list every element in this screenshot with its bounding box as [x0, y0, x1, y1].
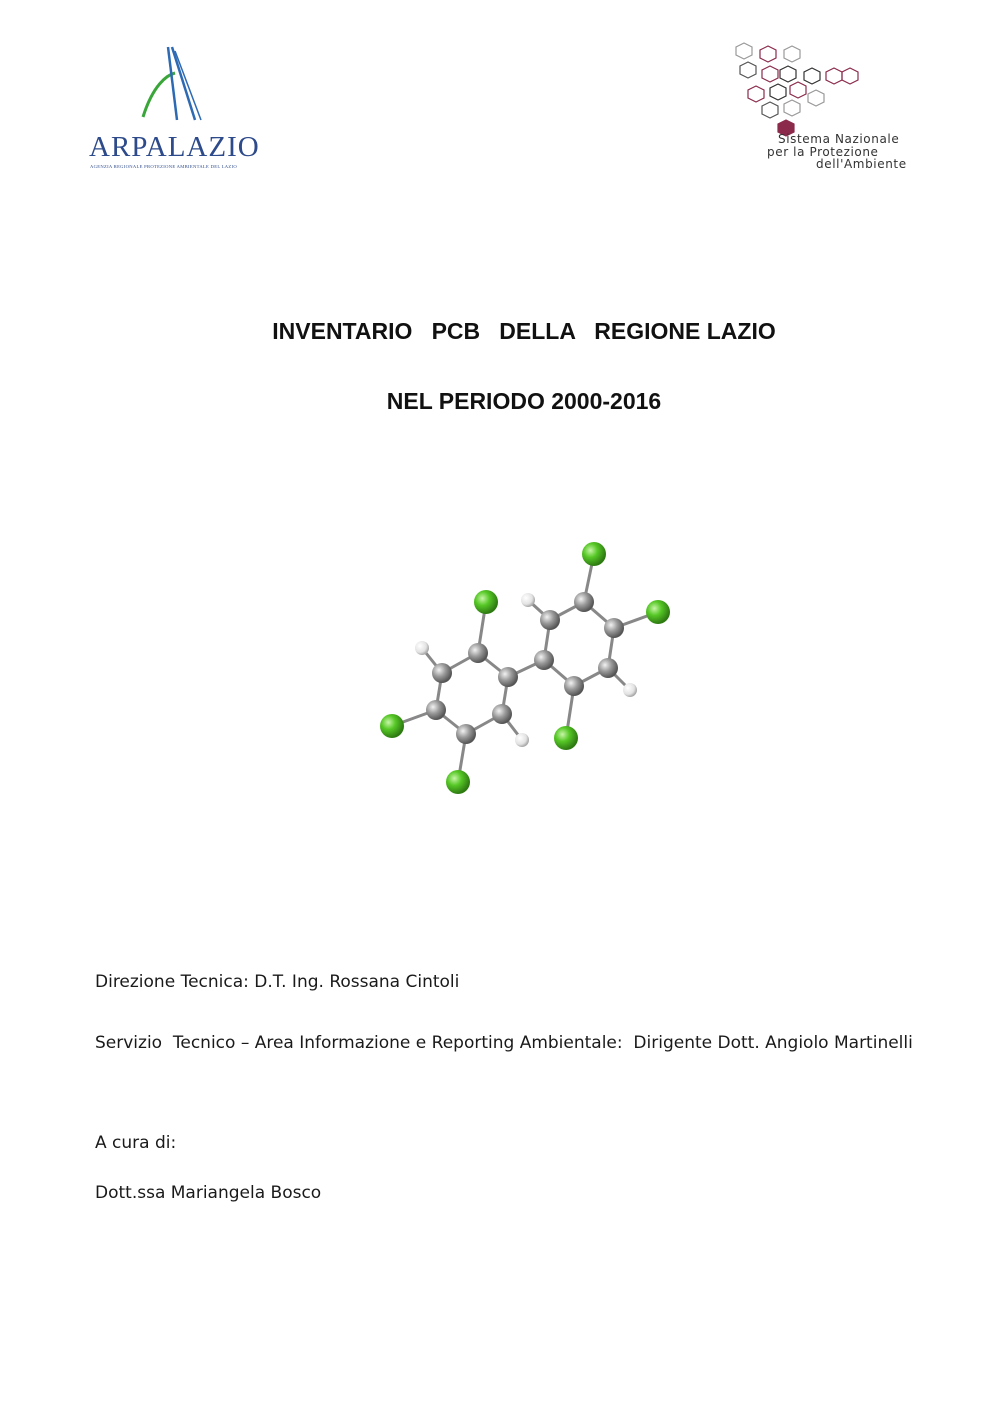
author-name: Dott.ssa Mariangela Bosco — [95, 1183, 322, 1203]
document-subtitle: NEL PERIODO 2000-2016 — [386, 388, 662, 414]
snpa-line-3: dell'Ambiente — [816, 157, 907, 171]
snpa-logo — [730, 38, 960, 178]
pcb-molecule-icon — [370, 530, 680, 820]
technical-direction: Direzione Tecnica: D.T. Ing. Rossana Cintoli — [95, 972, 460, 992]
arpa-subtitle: AGENZIA REGIONALE PROTEZIONE AMBIENTALE DEL LAZIO — [90, 164, 237, 169]
arpa-mountain-icon — [135, 45, 215, 125]
edited-by-label: A cura di: — [95, 1133, 177, 1153]
arpa-name: ARPALAZIO — [89, 131, 260, 163]
arpa-lazio-logo — [85, 45, 265, 175]
snpa-line-2: per la Protezione — [767, 145, 879, 159]
pcb-molecule-figure — [370, 530, 680, 820]
technical-service: Servizio Tecnico – Area Informazione e Reporting Ambientale: Dirigente Dott. Angiolo Martinelli — [95, 1033, 913, 1053]
snpa-line-1: Sistema Nazionale — [778, 132, 900, 146]
hexagon-network-icon — [730, 38, 870, 138]
document-title: INVENTARIO PCB DELLA REGIONE LAZIO — [272, 318, 776, 344]
